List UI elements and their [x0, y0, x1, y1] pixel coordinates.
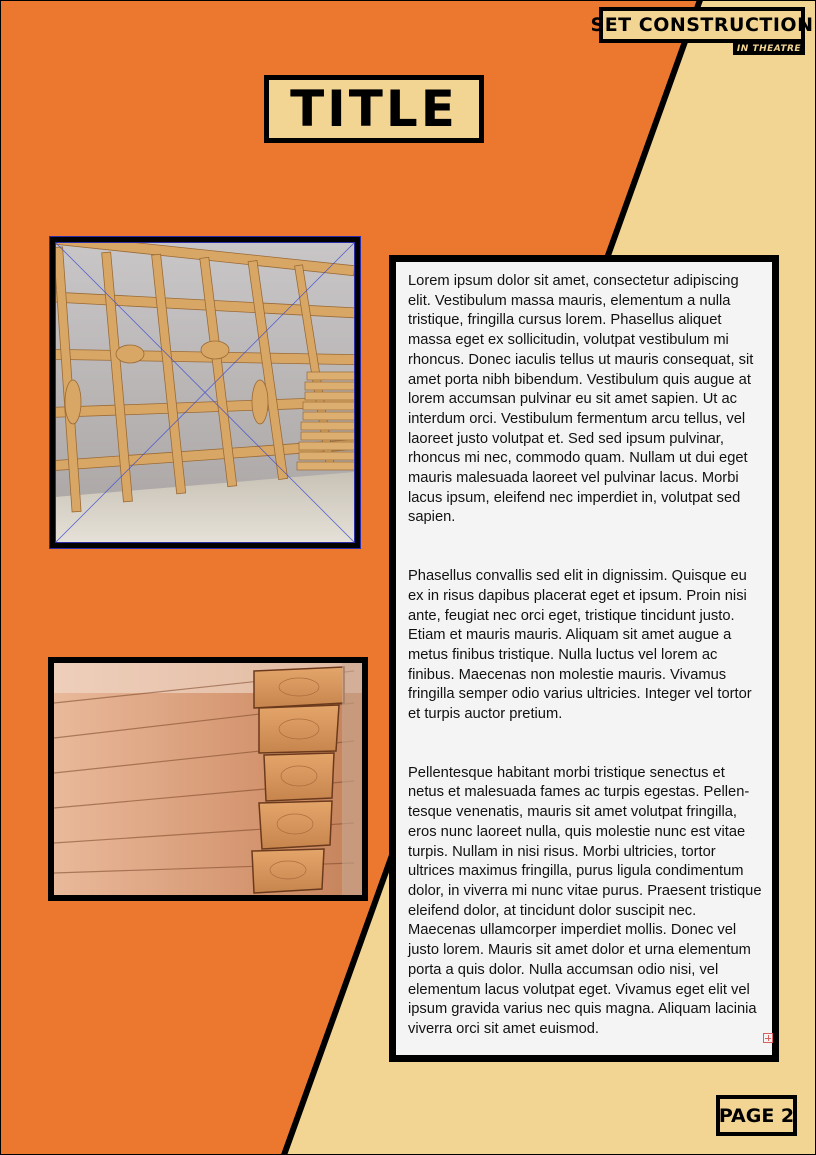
body-paragraph-3: Pellentesque habitant morbi tristique senectus et netus et malesuada fames ac turpis egestas. Pellentesque venenatis, mauris sit amet volutpat fringilla, eros nunc laoreet nulla, quis molestie nunc est vitae turpis. Nullam in nisi risus. Morbi ultricies, tortor ultrices maximus fringilla, purus ligula condimentum dolor, in viverra mi nunc vitae purus. Praesent tristique eleifend dolor, at tincidunt dolor suscipit nec. Maecenas ullamcorper imperdiet mollis. Donec vel justo lorem. Mauris sit amet dolor et urna elementum porta a quis dolor. Nulla accumsan odio nisi, vel elementum lacus volutpat eget. Vivamus eget elit vel ipsum gravida varius nec quis magna. Aliquam lacinia viverra orci sit amet euismod.	[408, 764, 762, 1037]
text-overflow-icon[interactable]	[763, 1033, 773, 1043]
page-title: TITLE	[290, 80, 458, 138]
body-paragraph-1: Lorem ipsum dolor sit amet, consectetur adipiscing elit. Vestibulum massa mauris, elementum a nulla tristique, fringilla cursus lorem. Phasellus aliquet massa eget ex sollicitudin, volutpat vestibulum mi rhoncus. Donec iaculis tellus ut mauris consequat, sit amet porta nibh bibendum. Vestibulum quis augue at lorem accumsan pulvinar eu sit amet sapien. Ut ac interdum orci. Vestibulum fermentum arcu tellus, vel laoreet justo volutpat et. Sed sed ipsum pulvinar, rhoncus mi nec, commodo quam. Nullam ut dui eget mauris malesuada laoreet vel pulvinar lacus. Morbi lacus ipsum, eleifend nec imperdiet in, volutpat sed sapien.	[408, 273, 754, 526]
page-number-badge	[716, 1095, 797, 1136]
photo-lumber-stack	[48, 657, 368, 901]
set-frames-image	[55, 242, 355, 543]
photo-set-frames	[50, 237, 360, 548]
page-number: PAGE 2	[718, 1104, 795, 1127]
header-title: SET CONSTRUCTION	[590, 14, 814, 36]
header-subtitle: IN THEATRE	[733, 43, 805, 55]
title-banner	[264, 75, 484, 143]
body-paragraph-2: Phasellus convallis sed elit in dignissim. Quisque eu ex in risus dapibus placerat eget et ipsum. Proin nisi ante, feugiat nec orci eget, tristique tincidunt justo. Etiam et mauris mauris. Aliquam sit amet augue a metus finibus tristique. Nulla luctus vel lorem ac finibus. Maecenas non molestie mauris. Vivamus fringilla semper odio varius ultricies. Integer vel tortor et turpis auctor pretium.	[408, 568, 752, 723]
lumber-stack-image	[54, 663, 362, 895]
body-text-frame	[389, 255, 779, 1062]
header-banner	[590, 7, 814, 43]
